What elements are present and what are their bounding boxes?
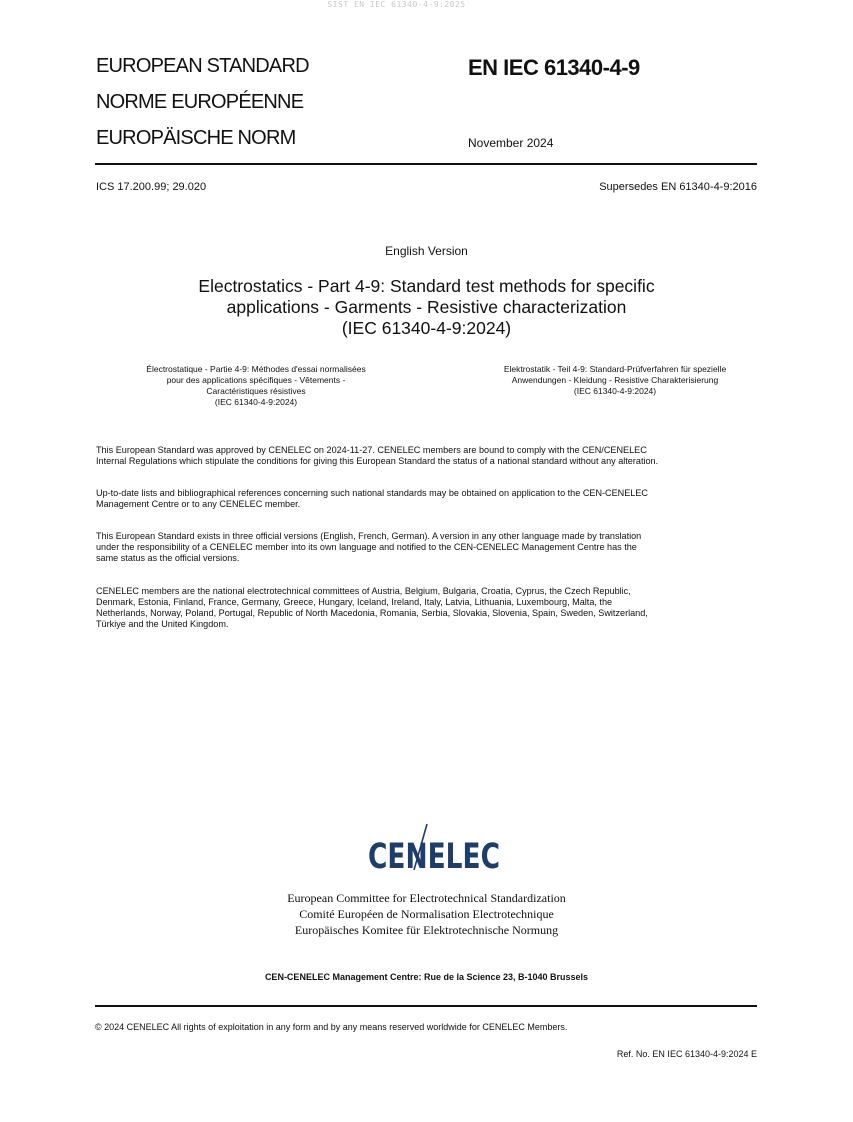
title-line: applications - Garments - Resistive characterization — [226, 297, 627, 317]
title-french — [96, 364, 416, 408]
cenelec-logo-text: CENELEC — [368, 837, 500, 877]
version-label: English Version — [385, 244, 468, 258]
paragraph-line: Netherlands, Norway, Poland, Portugal, Republic of North Macedonia, Romania, Serbia, Slovakia, Slovenia, Spain, Sweden, Switzerland, — [96, 608, 648, 618]
paragraph-line: same status as the official versions. — [96, 553, 240, 563]
paragraph-line: CENELEC members are the national electrotechnical committees of Austria, Belgium, Bulgaria, Croatia, Cyprus, the Czech Republic, — [96, 586, 631, 596]
ics-code: ICS 17.200.99; 29.020 — [96, 181, 207, 193]
management-centre-address: CEN-CENELEC Management Centre: Rue de la Science 23, B-1040 Brussels — [264, 972, 589, 982]
members-paragraph — [96, 586, 758, 630]
header-rule — [95, 163, 757, 165]
publication-date: November 2024 — [468, 136, 554, 150]
title-french-line: pour des applications spécifiques - Vêtements - — [166, 375, 346, 385]
paragraph-line: This European Standard was approved by CENELEC on 2024-11-27. CENELEC members are bound to comply with the CEN/CENELEC — [96, 445, 647, 455]
versions-paragraph — [96, 531, 758, 564]
approval-paragraph — [96, 445, 758, 467]
watermark: SIST EN IEC 61340-4-9:2025 — [327, 0, 466, 9]
title-german-line: (IEC 61340-4-9:2024) — [573, 386, 657, 396]
cenelec-logo — [366, 820, 502, 877]
reference-number: Ref. No. EN IEC 61340-4-9:2024 E — [616, 1049, 757, 1059]
paragraph-line: This European Standard exists in three official versions (English, French, German). A version in any other language made by translation — [96, 531, 642, 541]
paragraph-line: Internal Regulations which stipulate the conditions for giving this European Standard the status of a national standard without any alteration. — [96, 456, 659, 466]
paragraph-line: Türkiye and the United Kingdom. — [96, 619, 229, 629]
organization-name-de: Europäisches Komitee für Elektrotechnische Normung — [294, 923, 559, 937]
supersedes-note: Supersedes EN 61340-4-9:2016 — [599, 181, 757, 193]
title-french-line: Électrostatique - Partie 4-9: Méthodes d'essai normalisées — [146, 364, 366, 374]
organization-name-en: European Committee for Electrotechnical Standardization — [287, 891, 566, 905]
title-german — [455, 364, 775, 397]
title-french-line: (IEC 61340-4-9:2024) — [214, 397, 298, 407]
references-paragraph — [96, 488, 758, 510]
standard-type-de: EUROPÄISCHE NORM — [96, 127, 296, 149]
organization-name-fr: Comité Européen de Normalisation Electrotechnique — [299, 907, 554, 921]
document-title — [150, 276, 703, 339]
title-german-line: Elektrostatik - Teil 4-9: Standard-Prüfverfahren für spezielle — [503, 364, 727, 374]
copyright-notice: © 2024 CENELEC All rights of exploitation in any form and by any means reserved worldwide for CENELEC Members. — [95, 1022, 568, 1032]
standard-type-fr: NORME EUROPÉENNE — [96, 91, 304, 113]
paragraph-line: Denmark, Estonia, Finland, France, Germany, Greece, Hungary, Iceland, Ireland, Italy, Latvia, Lithuania, Luxembourg, Malta, the — [96, 597, 613, 607]
title-line: (IEC 61340-4-9:2024) — [341, 318, 512, 338]
footer-rule — [95, 1005, 757, 1007]
title-german-line: Anwendungen - Kleidung - Resistive Charakterisierung — [511, 375, 719, 385]
paragraph-line: Up-to-date lists and bibliographical references concerning such national standards may be obtained on application to the CEN-CENELEC — [96, 488, 649, 498]
paragraph-line: under the responsibility of a CENELEC member into its own language and notified to the CEN-CENELEC Management Centre has the — [96, 542, 637, 552]
paragraph-line: Management Centre or to any CENELEC member. — [96, 499, 301, 509]
title-line: Electrostatics - Part 4-9: Standard test methods for specific — [198, 276, 655, 296]
standard-number: EN IEC 61340-4-9 — [468, 55, 640, 80]
standard-type-en: EUROPEAN STANDARD — [96, 55, 309, 77]
title-french-line: Caractéristiques résistives — [206, 386, 306, 396]
